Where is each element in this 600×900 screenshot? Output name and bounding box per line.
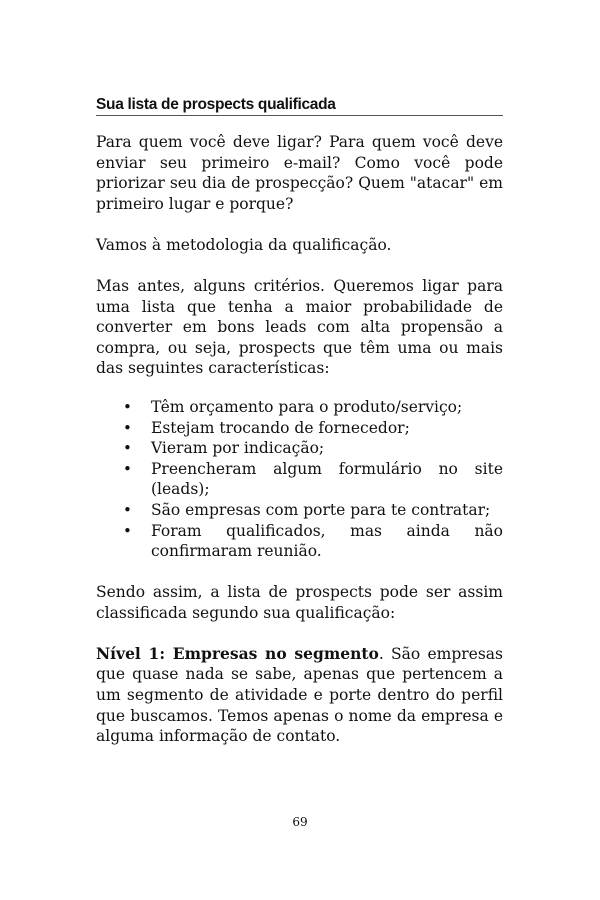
level-1-description: . São empresas que quase nada se sabe, apenas que pertencem a um segmento de atividade e porte dentro do perfil que buscamos. Temos apenas o nome da empresa e alguma informação de contato. (96, 644, 504, 746)
bullet-icon: • (123, 500, 132, 519)
bullet-item (96, 521, 503, 562)
bullet-text: Têm orçamento para o produto/serviço; (151, 397, 463, 416)
page-number: 69 (292, 815, 308, 829)
bullet-icon: • (123, 397, 132, 416)
document-page (96, 96, 503, 767)
section-title: Sua lista de prospects qualificada (96, 96, 503, 116)
bullet-text: Estejam trocando de fornecedor; (151, 418, 410, 437)
level-1-heading: Nível 1: Empresas no segmento (96, 643, 379, 663)
bullet-item (96, 418, 503, 439)
paragraph-criteria: Mas antes, alguns critérios. Queremos ligar para uma lista que tenha a maior probabilidade de converter em bons leads com alta propensão a compra, ou seja, prospects que têm uma ou mais das seguintes características: (96, 276, 503, 378)
paragraph-methodology: Vamos à metodologia da qualificação. (96, 235, 392, 254)
bullet-icon: • (123, 459, 132, 478)
bullet-item (96, 500, 503, 521)
bullet-text: Vieram por indicação; (151, 439, 325, 458)
bullet-text: São empresas com porte para te contratar; (151, 500, 491, 519)
bullet-icon: • (123, 439, 132, 458)
paragraph-level-1 (96, 644, 503, 747)
paragraph-classification: Sendo assim, a lista de prospects pode ser assim classificada segundo sua qualificação: (96, 583, 503, 622)
paragraph-intro-questions: Para quem você deve ligar? Para quem você deve enviar seu primeiro e-mail? Como você pode priorizar seu dia de prospecção? Quem "atacar" em primeiro lugar e porque? (96, 133, 503, 213)
bullet-item (96, 397, 503, 418)
criteria-bullet-list (96, 397, 503, 562)
bullet-icon: • (123, 418, 132, 437)
bullet-icon: • (123, 521, 132, 540)
bullet-text: Foram qualificados, mas ainda não confirmaram reunião. (151, 521, 503, 561)
bullet-item (96, 459, 503, 500)
bullet-text: Preencheram algum formulário no site (leads); (151, 459, 503, 499)
bullet-item (96, 438, 503, 459)
